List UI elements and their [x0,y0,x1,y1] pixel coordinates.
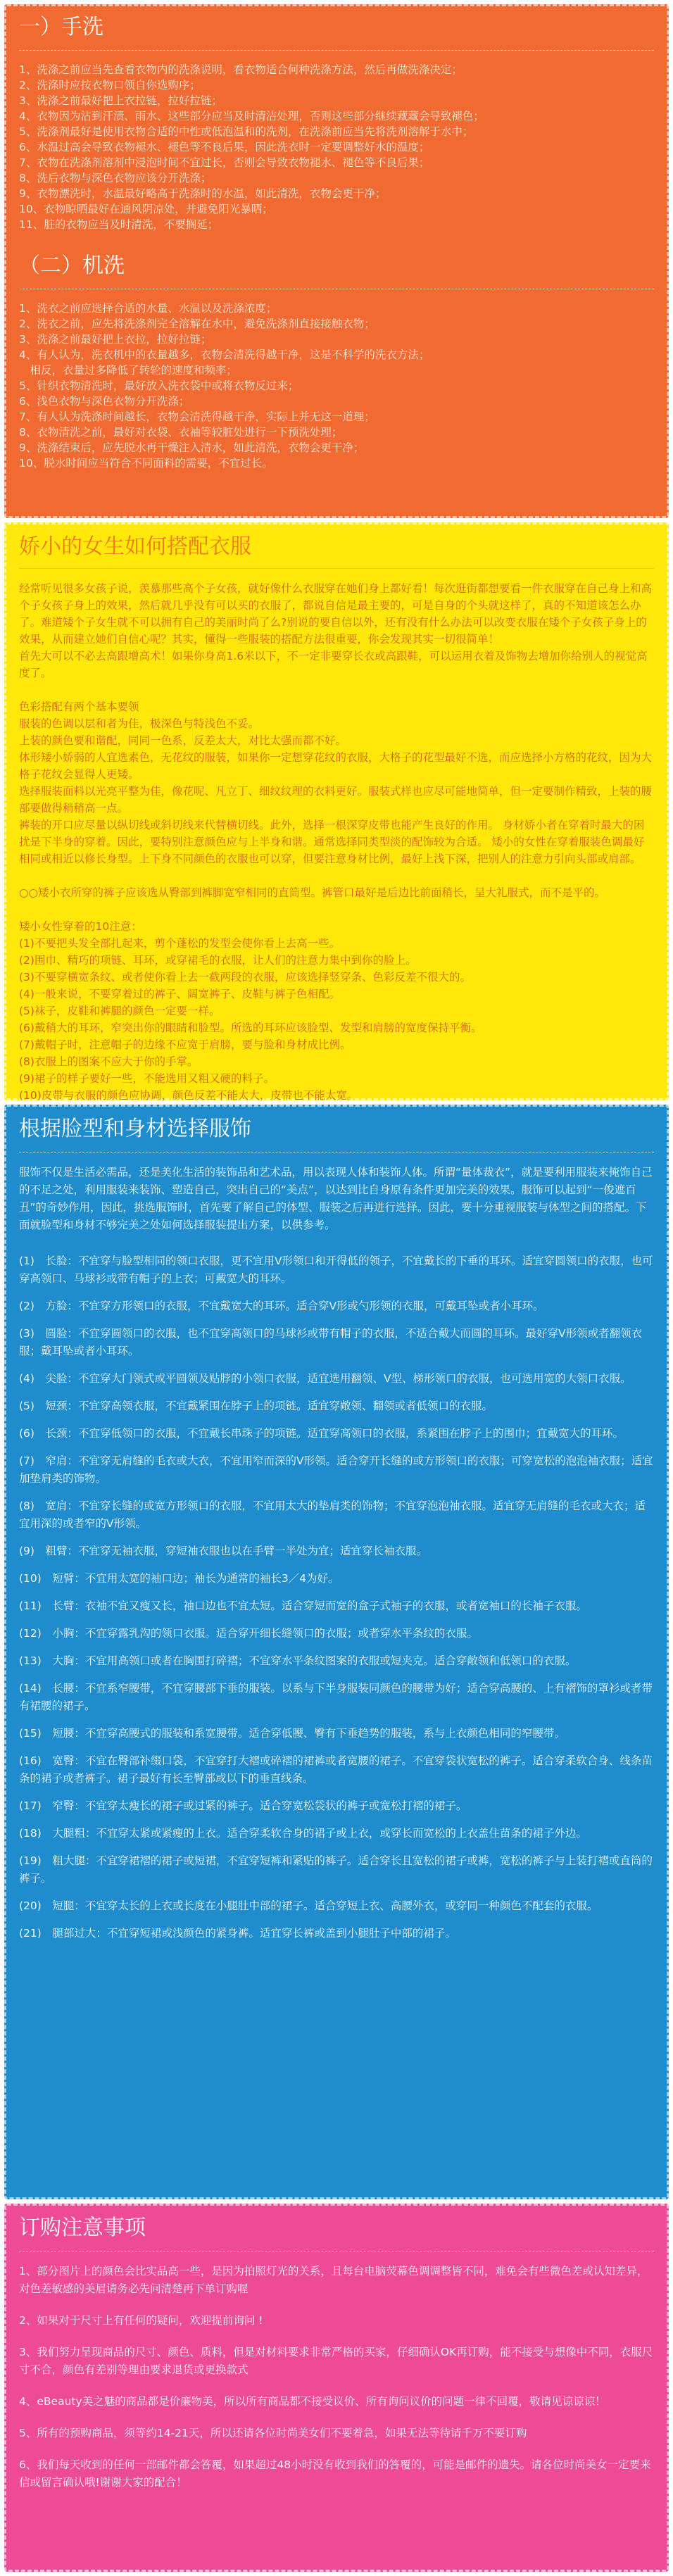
list-item: 4、衣物因为沾到汗渍、雨水、这些部分应当及时清洁处理，否则这些部分继续藏藏会导致褪色； [19,110,484,122]
paragraph: 服装的色调以层和者为佳，极深色与特浅色不妥。 [19,717,260,730]
list-item: (11) 长臂：衣袖不宜又瘦又长，袖口边也不宜太短。适合穿短而宽的盒子式袖子的衣服，或者宽袖口的长袖子衣服。 [19,1600,587,1612]
paragraph: 裤装的开口应尽量以纵切线或斜切线来代替横切线。此外，选择一根深穿皮带也能产生良好的作用。 身材娇小者在穿着时最大的困扰是下半身的穿着。因此，要特别注意颜色应与上半身和谐。通常选择同类型淡的配饰较为合适。 矮小的女性在穿着服装色调最好相同或相近以修长身型。上下身不同颜色的衣服也可以穿，但要注意身材比例，最好上浅下深，把别人的注意力引向头部或肩部。 [19,819,645,865]
paragraph: 经常听见很多女孩子说，羡慕那些高个子女孩，就好像什么衣服穿在她们身上都好看！每次逛街都想要看一件衣服穿在自己身上和高个子女孩子身上的效果，然后就几乎没有可以买的衣服了，都说自信是最主要的，可是自身的个头就这样了，真的不知道该怎么办了。难道矮个子女生就不可以拥有自己的美丽时尚了么?别说的要自信以外，还有没有什么办法可以改变衣服在矮个子女孩子身上的效果，从而建立她们自信心呢？其实，懂得一些服装的搭配方法很重要，你会发现其实一切很简单！ [19,582,653,646]
list-item: 7、有人认为洗涤时间越长，衣物会清洗得越干净，实际上并无这一道理； [19,410,375,423]
washing-content [19,15,654,471]
divider [19,50,654,51]
hand-wash-list [19,62,654,232]
list-item: 6、水温过高会导致衣物褪水、褪色等不良后果，因此洗衣时一定要调整好水的温度； [19,141,430,153]
list-item: 相反，衣量过多降低了转轮的速度和频率； [19,364,238,377]
shape-card [4,1105,669,2199]
divider [19,568,654,569]
list-item: 3、洗涤之前最好把上衣拉，拉好拉链； [19,333,212,346]
machine-wash-title: （二）机洗 [19,253,125,278]
paragraph: (9)裙子的样子要好一些，不能选用又粗又硬的料子。 [19,1072,275,1085]
paragraph: 选择服装面料以光亮平整为佳，像花呢、凡立丁、细纹纹理的衣料更好。服装式样也应尽可能地简单，但一定要制作精致，上装的腰部要做得稍稍高一点。 [19,785,653,815]
paragraph: (2)围巾、精巧的项链、耳环，或穿裙毛的衣服，让人们的注意力集中到你的脸上。 [19,954,417,967]
paragraph: (6)戴稍大的耳环，窄突出你的眼睛和脸型。所选的耳环应该脸型、发型和肩膀的宽度保持平衡。 [19,1022,482,1034]
list-item: (20) 短腿：不宜穿太长的上衣或长度在小腿肚中部的裙子。适合穿短上衣、高腰外衣，或穿同一种颜色不配套的衣服。 [19,1899,598,1912]
list-item: (15) 短腰：不宜穿高腰式的服装和系宽腰带。适合穿低腰、臀有下垂趋势的服装，系与上衣颜色相同的窄腰带。 [19,1727,565,1740]
list-item: (5) 短颈：不宜穿高领衣服，不宜戴紧围在脖子上的项链。适宜穿敞领、翻领或者低领口的衣服。 [19,1400,493,1412]
list-item: 10、衣物晾晒最好在通风阴凉处，并避免阳光暴晒； [19,203,273,215]
paragraph: ○○矮小衣所穿的裤子应该选从臀部到裤脚宽窄相同的直筒型。裤管口最好是后边比前面稍长，呈大礼服式，而不是平的。 [19,886,606,899]
shape-body [19,1164,654,1942]
list-item: (8) 宽肩：不宜穿长缝的或宽方形领口的衣服，不宜用太大的垫肩类的饰物；不宜穿泡泡袖衣服。适宜穿无肩缝的毛衣或大衣；适宜用深的或者窄的V形领。 [19,1500,646,1530]
hand-wash-title: 一）手洗 [19,15,103,39]
list-item: 3、洗涤之前最好把上衣拉链，拉好拉链； [19,94,222,107]
paragraph: 矮小女性穿着的10注意： [19,920,142,933]
list-item: 4、有人认为，洗衣机中的衣量越多，衣物会清洗得越干净，这是不科学的洗衣方法； [19,348,430,361]
list-item: (16) 宽臀：不宜在臀部补缀口袋，不宜穿打大褶或碎褶的裙裤或者宽腰的裙子。不宜穿袋状宽松的裤子。适合穿柔软合身、线条苗条的裙子或者裤子。裙子最好有长至臀部或以下的垂直线条。 [19,1754,653,1785]
list-item: (10) 短臂：不宜用太宽的袖口边；袖长为通常的袖长3／4为好。 [19,1572,339,1585]
paragraph: (10)皮带与衣服的颜色应协调，颜色反差不能太大，皮带也不能太宽。 [19,1089,358,1102]
notice-content [19,2216,654,2506]
petite-body [19,580,654,1104]
petite-title: 娇小的女生如何搭配衣服 [19,534,251,559]
list-item: (13) 大胸：不宜用高领口或者在胸围打碎褶；不宜穿水平条纹图案的衣服或短夹克。适合穿敞领和低领口的衣服。 [19,1654,577,1667]
list-item: (3) 圆脸：不宜穿圆领口的衣服，也不宜穿高领口的马球衫或带有帽子的衣服，不适合戴大而圆的耳环。最好穿V形领或者翻领衣服；戴耳坠或者小耳环。 [19,1327,643,1357]
list-item: (17) 窄臀：不宜穿太瘦长的裙子或过紧的裤子。适合穿宽松袋状的裤子或宽松打褶的裙子。 [19,1799,467,1812]
list-item: 3、我们努力呈现商品的尺寸、颜色、质料，但是对材料要求非常严格的买家，仔细确认OK再订购，能不接受与想像中不同，衣服尺寸不合，颜色有差别等理由要求退货或更换款式 [19,2346,653,2376]
petite-card [4,522,669,1100]
shape-title: 根据脸型和身材选择服饰 [19,1117,251,1141]
list-item: (2) 方脸：不宜穿方形领口的衣服，不宜戴宽大的耳环。适合穿V形或勺形领的衣服，可戴耳坠或者小耳环。 [19,1300,544,1312]
machine-wash-list [19,301,654,471]
list-item: 6、浅色衣物与深色衣物分开洗涤； [19,395,190,408]
washing-card [4,4,669,518]
paragraph: (8)衣服上的图案不应大于你的手掌。 [19,1055,199,1068]
list-item: 7、衣物在洗涤剂溶剂中浸泡时间不宜过长，否则会导致衣物褪水、褪色等不良后果； [19,156,430,169]
paragraph: 色彩搭配有两个基本要领 [19,700,139,713]
list-item: (12) 小胸：不宜穿露乳沟的领口衣服。适合穿开细长缝领口的衣服；或者穿水平条纹的衣服。 [19,1627,478,1640]
paragraph: 首先大可以不必去高跟增高术！如果你身高1.6米以下，不一定非要穿长衣或高跟鞋，可以运用衣着及饰物去增加你给别人的视觉高度了。 [19,650,648,679]
list-item: (19) 粗大腿：不宜穿裙褶的裙子或短裙，不宜穿短裤和紧贴的裤子。适合穿长且宽松的裙子或裤，宽松的裤子与上装打褶或直筒的裤子。 [19,1854,653,1885]
paragraph: (4)一般来说，不要穿着过的裤子、阔宽裤子、皮鞋与裤子色相配。 [19,988,340,1000]
list-item: (1) 长脸：不宜穿与脸型相同的领口衣服，更不宜用V形领口和开得低的领子，不宜戴长的下垂的耳环。适宜穿圆领口的衣服，也可穿高领口、马球衫或带有帽子的上衣；可戴宽大的耳环。 [19,1255,653,1285]
list-item: (6) 长颈：不宜穿低领口的衣服，不宜戴长串珠子的项链。适宜穿高领口的衣服，系紧围在脖子上的围巾；宜戴宽大的耳环。 [19,1427,624,1440]
paragraph: (5)袜子，皮鞋和裤腿的颜色一定要一样。 [19,1005,220,1017]
list-item: 5、洗涤剂最好是使用衣物合适的中性或低泡温和的洗剂，在洗涤前应当先将洗剂溶解于水中； [19,125,474,138]
list-item: (21) 腿部过大：不宜穿短裙或浅颜色的紧身裤。适宜穿长裤或盖到小腿肚子中部的裙子。 [19,1927,456,1940]
shape-content [19,1117,654,1952]
list-item: 5、针织衣物清洗时，最好放入洗衣袋中或将衣物反过来； [19,379,299,392]
notice-card [4,2204,669,2572]
intro-paragraph: 服饰不仅是生活必需品，还是美化生活的装饰品和艺术品，用以表现人体和装饰人体。所谓“量体裁衣”，就是要利用服装来掩饰自己的不足之处，利用服装来装饰、塑造自己，突出自己的“美点”，以达到比自身原有条件更加完美的效果。服饰可以起到“一俊遮百丑”的奇妙作用，因此，挑选服饰时，首先要了解自己的体型、服装之后再进行选择。因此，要十分重视服装与体型之间的搭配。下面就脸型和身材不够完美之处如何选择服装提出方案，以供参考。 [19,1166,653,1231]
list-item: 1、洗衣之前应选择合适的水量、水温以及洗涤浓度； [19,302,277,315]
list-item: 1、洗涤之前应当先查看衣物内的洗涤说明，看衣物适合何种洗涤方法，然后再做洗涤决定； [19,63,463,76]
list-item: (7) 窄肩：不宜穿无肩缝的毛衣或大衣，不宜用窄而深的V形领。适合穿开长缝的或方形领口的衣服；可穿宽松的泡泡袖衣服；适宜加垫肩类的饰物。 [19,1455,653,1485]
list-item: 10、脱水时间应当符合不同面料的需要，不宜过长。 [19,457,273,470]
list-item: (9) 粗臂：不宜穿无袖衣服，穿短袖衣服也以在手臂一半处为宜；适宜穿长袖衣服。 [19,1545,427,1557]
paragraph: (1)不要把头发全部扎起来，剪个蓬松的发型会使你看上去高一些。 [19,937,340,950]
paragraph: (7)戴帽子时，注意帽子的边缘不应宽于肩膀，要与脸和身材成比例。 [19,1038,351,1051]
petite-content [19,534,654,1104]
list-item: (14) 长腰：不宜系窄腰带，不宜穿腰部下垂的服装。以系与下半身服装同颜色的腰带为好；适合穿高腰的、上有褶饰的罩衫或者带有裙腰的裙子。 [19,1682,653,1712]
list-item: (4) 尖脸：不宜穿大门领式或平圆领及贴脖的小领口衣服，适宜选用翻领、V型、梯形领口的衣服，也可选用宽的大领口衣服。 [19,1372,631,1385]
list-item: 2、洗衣之前，应先将洗涤剂完全溶解在水中，避免洗涤剂直接接触衣物； [19,318,375,330]
list-item: 6、我们每天收到的任何一部邮件都会答覆，如果超过48小时没有收到我们的答覆的，可能是邮件的遗失。请各位时尚美女一定要来信或留言确认哦!谢谢大家的配合！ [19,2458,651,2489]
list-item: (18) 大腿粗：不宜穿太紧或紧瘦的上衣。适合穿柔软合身的裙子或上衣，或穿长而宽松的上衣盖住苗条的裙子外边。 [19,1827,587,1840]
list-item: 4、eBeauty美之魅的商品都是价廉物美，所以所有商品都不接受议价、所有询问议价的问题一律不回覆，敬请见谅谅谅！ [19,2395,606,2408]
paragraph: 体形矮小娇弱的人宜选素色，无花纹的服装，如果你一定想穿花纹的衣服，大格子的花型最好不选，而应选择小方格的花纹，因为大格子花纹会显得人更矮。 [19,751,653,781]
list-item: 2、如果对于尺寸上有任何的疑问，欢迎提前询问 ! [19,2314,263,2327]
list-item: 11、脏的衣物应当及时清洗，不要搁延； [19,218,219,231]
paragraph: (3)不要穿横宽条纹、或者使你看上去一截两段的衣服，应该选择竖穿条、色彩反差不很大的。 [19,971,471,984]
notice-title: 订购注意事项 [19,2216,146,2240]
list-item: 1、部分图片上的颜色会比实品高一些，是因为拍照灯光的关系，且每台电脑荧幕色调调整皆不同，难免会有些微色差或认知差异，对色差敏感的美眉请务必先问清楚再下单订购喔 [19,2265,648,2295]
list-item: 5、所有的预购商品，须等约14-21天，所以还请各位时尚美女们不要着急，如果无法等待请千万不要订购 [19,2427,527,2439]
list-item: 2、洗涤时应按衣物口领自你选购序； [19,79,201,92]
list-item: 9、衣物漂洗时，水温最好略高于洗涤时的水温，如此清洗，衣物会更干净； [19,187,386,200]
list-item: 9、洗涤结束后，应先脱水再干燥注入清水，如此清洗，衣物会更干净； [19,441,365,454]
paragraph: 上装的颜色要和谐配，同同一色系，反差太大，对比太强而都不好。 [19,734,347,747]
list-item: 8、衣物清洗之前，最好对衣袋、衣袖等较脏处进行一下预洗处理； [19,426,343,439]
list-item: 8、洗后衣物与深色衣物应该分开洗涤； [19,172,212,184]
